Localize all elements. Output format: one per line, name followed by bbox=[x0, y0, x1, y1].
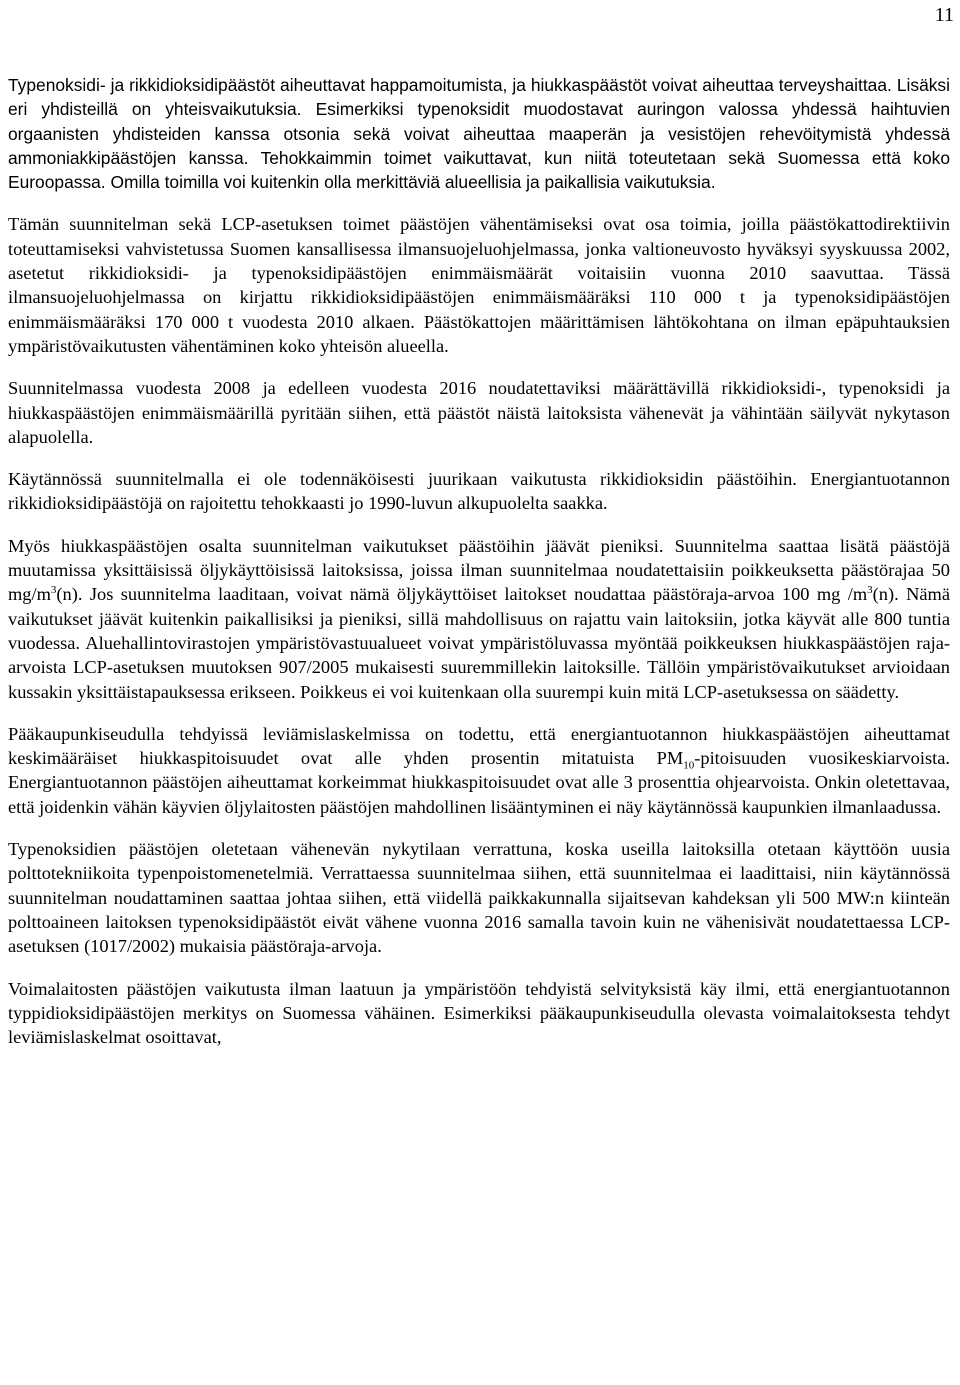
paragraph-dispersion-calculations bbox=[8, 722, 950, 819]
superscript: 3 bbox=[867, 584, 873, 597]
subscript: 10 bbox=[683, 759, 695, 772]
page-number: 11 bbox=[934, 4, 954, 26]
paragraph-sulphur-dioxide: Käytännössä suunnitelmalla ei ole todennäköisesti juurikaan vaikutusta rikkidioksidin päästöihin. Energiantuotannon rikkidioksidipäästöjä on rajoitettu tehokkaasti jo 1990-luvun alkupuolelta saakka. bbox=[8, 469, 950, 514]
paragraph-emission-ceilings-2008-2016: Suunnitelmassa vuodesta 2008 ja edelleen vuodesta 2016 noudatettaviksi määrättävillä rikkidioksidi-, typenoksidi ja hiukkaspäästöjen enimmäismäärillä pyritään siihen, että päästöt näistä laitoksista vähenevät ja vähintään säilyvät nykytason alapuolella. bbox=[8, 378, 950, 447]
superscript: 3 bbox=[50, 584, 57, 597]
text-run: (n). Nämä vaikutukset jäävät kuitenkin paikallisiksi ja pieniksi, sillä mahdollisuus on rajattu vain laitoksiin, jotka käyvät alle 800 tuntia vuodessa. Aluehallintovirastojen ympäristövastuualueet voivat ympäristöluvassa myöntää poikkeuksen hiukkaspäästöjen raja-arvoista LCP-asetuksen muutoksen 907/2005 mukaisesti suuremmillekin laitoksille. Tällöin ympäristövaikutukset arvioidaan kussakin yksittäistapauksessa erikseen. Poikkeus ei voi kuitenkaan olla suurempi kuin mitä LCP-asetuksessa on säädetty. bbox=[8, 584, 950, 702]
text-run: Pääkaupunkiseudulla tehdyissä leviämislaskelmissa on todettu, että energiantuotannon hiukkaspäästöjen aiheuttamat keskimääräiset hiukkaspitoisuudet ovat alle yhden prosentin mitatuista PM bbox=[8, 723, 950, 769]
paragraph-emissions-effects: Typenoksidi- ja rikkidioksidipäästöt aiheuttavat happamoitumista, ja hiukkaspäästöt voivat aiheuttaa terveyshaittaa. Lisäksi eri yhdisteillä on yhteisvaikutuksia. Esimerkiksi typenoksidit muodostavat auringon valossa yhdessä haihtuvien orgaanisten yhdisteiden kanssa otsonia sekä voivat aiheuttaa maaperän ja vesistöjen rehevöitymistä yhdessä ammoniakkipäästöjen kanssa. Tehokkaimmin toimet vaikuttavat, kun niitä toteutetaan sekä Suomessa että koko Euroopassa. Omilla toimilla voi kuitenkin olla merkittäviä alueellisia ja paikallisia vaikutuksia. bbox=[8, 75, 950, 193]
paragraph-lcp-measures: Tämän suunnitelman sekä LCP-asetuksen toimet päästöjen vähentämiseksi ovat osa toimia, joilla päästökattodirektiivin toteuttamiseksi vahvistetussa Suomen kansallisessa ilmansuojeluohjelmassa, jonka valtioneuvosto hyväksyi syyskuussa 2002, asetetut rikkidioksidi- ja typenoksidipäästöjen enimmäismäärät voitaisiin vuonna 2010 saavuttaa. Tässä ilmansuojeluohjelmassa on kirjattu rikkidioksidipäästöjen enimmäismääräksi 110 000 t ja typenoksidipäästöjen enimmäismääräksi 170 000 t vuodesta 2010 alkaen. Päästökattojen määrittämisen lähtökohtana on ilman epäpuhtauksien ympäristövaikutusten vähentäminen koko yhteisön alueella. bbox=[8, 214, 950, 356]
paragraph-particle-emissions bbox=[8, 534, 950, 704]
paragraph-nitrogen-oxides: Typenoksidien päästöjen oletetaan vähenevän nykytilaan verrattuna, koska useilla laitoksilla otetaan käyttöön uusia polttotekniikoita typenpoistomenetelmiä. Verrattaessa suunnitelmaa siihen, että suunnitelmaa ei laadittaisi, niin käytännössä suunnitelman noudattaminen saattaa johtaa siihen, että viidellä paikkakunnalla sijaitsevan kahdeksan yli 500 MW:n kiinteän polttoaineen laitoksen typenoksidipäästöt eivät vähene vuonna 2016 samalla tavoin kuin ne vähenisivät noudatettaessa LCP-asetuksen (1017/2002) mukaisia päästöraja-arvoja. bbox=[8, 839, 950, 957]
document-body bbox=[8, 73, 950, 1049]
text-run: -pitoisuuden vuosikeskiarvoista. Energiantuotannon päästöjen aiheuttamat korkeimmat hiukkaspitoisuudet ovat alle 3 prosenttia ohjearvoista. Onkin oletettavaa, että joidenkin vähän käyvien öljylaitosten päästöjen mahdollinen lisääntyminen ei näy käytännössä kaupunkien ilmanlaadussa. bbox=[8, 748, 951, 817]
paragraph-power-plant-studies: Voimalaitosten päästöjen vaikutusta ilman laatuun ja ympäristöön tehdyistä selvityksistä käy ilmi, että energiantuotannon typpidioksidipäästöjen merkitys on Suomessa vähäinen. Esimerkiksi pääkaupunkiseudulla olevasta voimalaitoksesta tehdyt leviämislaskelmat osoittavat, bbox=[8, 978, 950, 1048]
text-run: (n). Jos suunnitelma laaditaan, voivat nämä öljykäyttöiset laitokset noudattaa päästöraja-arvoa 100 mg /m bbox=[56, 584, 868, 605]
text-run: Myös hiukkaspäästöjen osalta suunnitelman vaikutukset päästöihin jäävät pieniksi. Suunnitelma saattaa lisätä päästöjä muutamissa yksittäisissä öljykäyttöisissä laitoksissa, joissa ilman suunnitelmaa noudatettaisiin poikkeuksetta päästörajaa 50 mg/m bbox=[8, 535, 950, 605]
